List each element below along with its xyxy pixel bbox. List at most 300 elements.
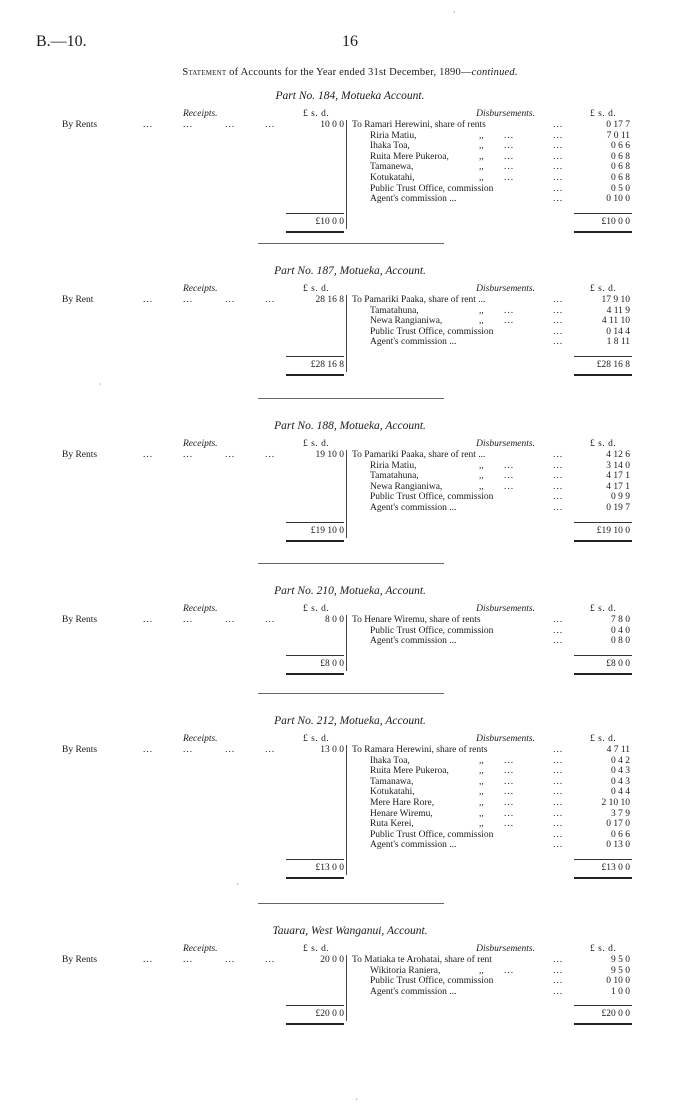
leader-dots: ... (504, 808, 515, 819)
disbursements-label: Disbursements. (476, 944, 535, 954)
leader-dots: ... (504, 776, 515, 787)
section-separator (258, 563, 444, 564)
receipt-label: By Rents (62, 120, 98, 130)
disbursement-amount: 3 7 9 (611, 808, 630, 819)
disbursement-item (352, 184, 532, 195)
leader-dots: ... (143, 120, 154, 130)
disbursement-amount: 0 4 3 (611, 766, 630, 777)
receipt-amount: 28 16 8 (315, 295, 344, 305)
receipt-label: By Rents (62, 615, 98, 625)
section-separator (258, 243, 444, 244)
disbursements-label: Disbursements. (476, 604, 535, 614)
disbursement-amount: 0 10 0 (606, 976, 630, 987)
disbursement-item (352, 482, 532, 493)
disbursement-amount: 4 17 1 (606, 471, 630, 482)
receipts-total: £20 0 0 (315, 1009, 344, 1020)
disbursement-list (352, 615, 532, 647)
leader-dots: ... (504, 162, 515, 173)
section-separator (258, 903, 444, 904)
disbursement-amounts (574, 615, 630, 647)
total-double-rule (286, 673, 344, 675)
leader-dots: ... (504, 471, 515, 482)
receipts-label: Receipts. (183, 604, 218, 614)
disbursement-text: Agent's commission ... (370, 636, 457, 647)
disbursement-text: To Pamariki Paaka, share of rent ... (352, 450, 486, 460)
disbursement-text: To Ramara Herewini, share of rents (352, 745, 488, 755)
disbursement-item (352, 492, 532, 503)
disbursement-item (352, 120, 532, 131)
leader-dots: ... (143, 450, 154, 460)
total-double-rule (286, 1023, 344, 1025)
disbursement-item (352, 830, 532, 841)
leader-dots: ... (225, 295, 236, 305)
disbursement-item (352, 327, 532, 338)
leader-dots: ... (553, 172, 564, 183)
column-divider (346, 615, 347, 671)
leader-dots: ... (143, 295, 154, 305)
disbursement-text: Newa Rangianiwa, (370, 481, 443, 492)
disbursement-item (352, 809, 532, 820)
disbursement-text: Ruita Mere Pukeroa, (370, 766, 449, 777)
disbursement-amount: 0 17 7 (606, 120, 630, 130)
scan-mark: · (453, 8, 456, 17)
disbursements-total: £10 0 0 (601, 216, 630, 227)
leader-dots: ... (265, 615, 276, 625)
disbursement-item (352, 766, 532, 777)
account-title: Part No. 210, Motueka, Account. (274, 585, 426, 597)
disbursement-text: Ihaka Toa, (370, 141, 410, 152)
disbursement-amount: 4 11 10 (601, 316, 630, 327)
leader-dots-column (553, 295, 563, 348)
total-double-rule (574, 877, 632, 879)
ditto-mark: ,, (479, 305, 484, 316)
receipt-label: By Rent (62, 295, 94, 305)
money-header: £ s. d. (303, 284, 330, 294)
leader-dots-column (553, 615, 563, 647)
scan-mark: · (355, 1095, 358, 1104)
disbursement-list (352, 955, 532, 997)
leader-dots-column (553, 745, 563, 851)
leader-dots: ... (183, 745, 194, 755)
disbursement-amount: 4 7 11 (606, 745, 630, 755)
disbursement-amount: 1 0 0 (611, 986, 630, 997)
disbursement-amounts (574, 120, 630, 205)
disbursement-amount: 0 8 0 (611, 636, 630, 647)
money-header: £ s. d. (303, 734, 330, 744)
scan-mark: · (236, 880, 239, 889)
money-header: £ s. d. (303, 109, 330, 119)
disbursement-text: Public Trust Office, commission (370, 976, 494, 987)
leader-dots: ... (504, 151, 515, 162)
disbursement-amount: 0 13 0 (606, 840, 630, 851)
disbursements-total: £8 0 0 (606, 658, 630, 669)
leader-dots: ... (553, 808, 564, 819)
leader-dots: ... (225, 615, 236, 625)
ditto-mark: ,, (479, 471, 484, 482)
disbursement-amount: 0 6 8 (611, 162, 630, 173)
ditto-mark: ,, (479, 130, 484, 141)
leader-dots: ... (143, 955, 154, 965)
total-double-rule (574, 540, 632, 542)
money-header: £ s. d. (303, 944, 330, 954)
leader-dots: ... (504, 172, 515, 183)
disbursement-amount: 4 17 1 (606, 481, 630, 492)
disbursements-total: £28 16 8 (596, 360, 630, 370)
disbursement-item (352, 152, 532, 163)
ditto-mark: ,, (479, 766, 484, 777)
disbursement-item (352, 987, 532, 998)
disbursement-amount: 2 10 10 (601, 797, 630, 808)
leader-dots: ... (553, 130, 564, 141)
leader-dots: ... (504, 130, 515, 141)
leader-dots: ... (265, 745, 276, 755)
leader-dots: ... (225, 450, 236, 460)
account-title: Part No. 184, Motueka Account. (275, 90, 425, 102)
ditto-mark: ,, (479, 755, 484, 766)
leader-dots: ... (553, 295, 564, 305)
leader-dots: ... (553, 755, 564, 766)
receipt-amount: 13 0 0 (320, 745, 344, 755)
disbursement-amount: 0 19 7 (606, 502, 630, 513)
column-divider (346, 120, 347, 229)
disbursement-text: Public Trust Office, commission (370, 829, 494, 840)
leader-dots: ... (553, 471, 564, 482)
disbursement-amount: 0 9 9 (611, 492, 630, 503)
leader-dots: ... (553, 450, 564, 460)
disbursement-text: Tamatahuna, (370, 471, 419, 482)
account-title: Part No. 188, Motueka, Account. (274, 420, 426, 432)
leader-dots: ... (183, 120, 194, 130)
disbursement-item (352, 337, 532, 348)
disbursement-item (352, 194, 532, 205)
disbursement-amount: 0 17 0 (606, 819, 630, 830)
document-reference: B.—10. (36, 33, 87, 50)
leader-dots: ... (504, 819, 515, 830)
leader-dots: ... (183, 955, 194, 965)
disbursement-list (352, 450, 532, 514)
leader-dots: ... (504, 481, 515, 492)
disbursement-text: Kotukatahi, (370, 787, 415, 798)
disbursement-text: Riria Matiu, (370, 460, 417, 471)
money-header: £ s. d. (590, 944, 617, 954)
leader-dots: ... (553, 976, 564, 987)
sum-rule (574, 522, 632, 523)
total-double-rule (574, 1023, 632, 1025)
disbursement-text: Wikitoria Raniera, (370, 965, 441, 976)
money-header: £ s. d. (590, 284, 617, 294)
money-header: £ s. d. (590, 604, 617, 614)
disbursement-item (352, 316, 532, 327)
disbursement-amount: 7 8 0 (611, 615, 630, 625)
leader-dots: ... (504, 316, 515, 327)
disbursement-item (352, 503, 532, 514)
receipts-label: Receipts. (183, 944, 218, 954)
disbursement-amount: 0 4 4 (611, 787, 630, 798)
receipt-label: By Rents (62, 450, 98, 460)
total-double-rule (574, 673, 632, 675)
leader-dots: ... (553, 819, 564, 830)
ditto-mark: ,, (479, 787, 484, 798)
leader-dots-column (553, 120, 563, 205)
disbursement-amounts (574, 450, 630, 514)
account-title: Part No. 187, Motueka, Account. (274, 265, 426, 277)
disbursement-text: To Henare Wiremu, share of rents (352, 615, 481, 625)
leader-dots: ... (183, 615, 194, 625)
disbursements-label: Disbursements. (476, 734, 535, 744)
disbursement-amount: 4 11 9 (606, 305, 630, 316)
sum-rule (574, 655, 632, 656)
leader-dots: ... (553, 745, 564, 755)
disbursement-item (352, 450, 532, 461)
leader-dots: ... (553, 326, 564, 337)
leader-dots-column (553, 955, 563, 997)
leader-dots: ... (553, 481, 564, 492)
disbursement-amount: 0 6 6 (611, 829, 630, 840)
disbursements-label: Disbursements. (476, 284, 535, 294)
column-divider (346, 955, 347, 1021)
ditto-mark: ,, (479, 808, 484, 819)
disbursement-text: Agent's commission ... (370, 502, 457, 513)
receipts-label: Receipts. (183, 109, 218, 119)
disbursement-item (352, 745, 532, 756)
receipt-amount: 8 0 0 (325, 615, 344, 625)
disbursement-amounts (574, 955, 630, 997)
leader-dots: ... (553, 337, 564, 348)
scan-mark: · (99, 380, 102, 389)
leader-dots: ... (553, 636, 564, 647)
ditto-mark: ,, (479, 162, 484, 173)
leader-dots: ... (504, 766, 515, 777)
leader-dots: ... (265, 295, 276, 305)
receipt-amount: 19 10 0 (315, 450, 344, 460)
leader-dots: ... (553, 615, 564, 625)
disbursement-text: Mere Hare Rore, (370, 797, 435, 808)
leader-dots: ... (553, 829, 564, 840)
sum-rule (286, 213, 344, 214)
total-double-rule (286, 877, 344, 879)
receipts-total: £10 0 0 (315, 216, 344, 227)
disbursements-label: Disbursements. (476, 439, 535, 449)
disbursement-text: To Ramari Herewini, share of rents (352, 120, 486, 130)
disbursements-total: £20 0 0 (601, 1009, 630, 1020)
disbursement-item (352, 840, 532, 851)
leader-dots: ... (225, 745, 236, 755)
disbursement-amount: 3 14 0 (606, 460, 630, 471)
leader-dots: ... (553, 797, 564, 808)
disbursement-text: Tamanewa, (370, 162, 414, 173)
leader-dots: ... (504, 305, 515, 316)
leader-dots: ... (265, 120, 276, 130)
ditto-mark: ,, (479, 151, 484, 162)
leader-dots: ... (183, 450, 194, 460)
leader-dots: ... (143, 745, 154, 755)
disbursement-text: Newa Rangianiwa, (370, 316, 443, 327)
disbursement-amount: 0 5 0 (611, 183, 630, 194)
money-header: £ s. d. (303, 604, 330, 614)
ditto-mark: ,, (479, 965, 484, 976)
sum-rule (286, 522, 344, 523)
disbursement-text: Public Trust Office, commission (370, 492, 494, 503)
leader-dots: ... (553, 625, 564, 636)
disbursement-item (352, 295, 532, 306)
section-separator (258, 398, 444, 399)
disbursement-amounts (574, 295, 630, 348)
disbursement-amount: 0 4 3 (611, 776, 630, 787)
leader-dots: ... (553, 316, 564, 327)
leader-dots: ... (553, 194, 564, 205)
sum-rule (286, 859, 344, 860)
leader-dots: ... (504, 965, 515, 976)
receipts-label: Receipts. (183, 439, 218, 449)
money-header: £ s. d. (303, 439, 330, 449)
column-divider (346, 295, 347, 372)
disbursement-item (352, 756, 532, 767)
disbursement-item (352, 306, 532, 317)
disbursement-amount: 1 8 11 (606, 337, 630, 348)
sum-rule (286, 1005, 344, 1006)
leader-dots: ... (553, 840, 564, 851)
disbursement-amount: 4 12 6 (606, 450, 630, 460)
leader-dots: ... (504, 797, 515, 808)
receipt-amount: 20 0 0 (320, 955, 344, 965)
disbursement-text: Public Trust Office, commission (370, 625, 494, 636)
receipts-total: £13 0 0 (315, 863, 344, 873)
disbursements-total: £19 10 0 (596, 525, 630, 536)
disbursement-item (352, 461, 532, 472)
ditto-mark: ,, (479, 172, 484, 183)
leader-dots: ... (553, 141, 564, 152)
ditto-mark: ,, (479, 141, 484, 152)
disbursement-text: Henare Wiremu, (370, 808, 433, 819)
total-double-rule (286, 231, 344, 233)
disbursement-item (352, 819, 532, 830)
disbursement-item (352, 471, 532, 482)
leader-dots: ... (504, 787, 515, 798)
ditto-mark: ,, (479, 819, 484, 830)
leader-dots-column (553, 450, 563, 514)
leader-dots: ... (553, 162, 564, 173)
disbursement-item (352, 626, 532, 637)
leader-dots: ... (553, 787, 564, 798)
disbursements-label: Disbursements. (476, 109, 535, 119)
leader-dots: ... (183, 295, 194, 305)
column-divider (346, 745, 347, 875)
leader-dots: ... (504, 460, 515, 471)
disbursement-item (352, 798, 532, 809)
leader-dots: ... (553, 151, 564, 162)
leader-dots: ... (225, 120, 236, 130)
leader-dots: ... (265, 450, 276, 460)
leader-dots: ... (553, 955, 564, 965)
receipts-total: £8 0 0 (320, 658, 344, 669)
sum-rule (574, 1005, 632, 1006)
disbursement-list (352, 745, 532, 851)
disbursement-list (352, 295, 532, 348)
receipt-amount: 10 0 0 (320, 120, 344, 130)
disbursement-text: Agent's commission ... (370, 194, 457, 205)
ditto-mark: ,, (479, 316, 484, 327)
leader-dots: ... (265, 955, 276, 965)
disbursement-text: To Pamariki Paaka, share of rent ... (352, 295, 486, 305)
receipts-label: Receipts. (183, 284, 218, 294)
leader-dots: ... (504, 141, 515, 152)
disbursement-amount: 7 0 11 (606, 130, 630, 141)
disbursement-amount: 9 5 0 (611, 955, 630, 965)
disbursement-amount: 0 6 8 (611, 151, 630, 162)
sum-rule (574, 213, 632, 214)
disbursement-text: Ruita Mere Pukeroa, (370, 151, 449, 162)
disbursement-item (352, 131, 532, 142)
leader-dots: ... (553, 502, 564, 513)
disbursement-text: Agent's commission ... (370, 986, 457, 997)
page-header (0, 33, 700, 55)
disbursement-text: Agent's commission ... (370, 337, 457, 348)
leader-dots: ... (553, 460, 564, 471)
ditto-mark: ,, (479, 776, 484, 787)
money-header: £ s. d. (590, 439, 617, 449)
disbursement-item (352, 162, 532, 173)
page-number: 16 (342, 33, 358, 50)
ditto-mark: ,, (479, 797, 484, 808)
disbursement-text: Tamatahuna, (370, 305, 419, 316)
disbursement-text: Agent's commission ... (370, 840, 457, 851)
sum-rule (574, 859, 632, 860)
receipts-total: £19 10 0 (310, 525, 344, 536)
disbursements-total: £13 0 0 (601, 863, 630, 873)
disbursement-item (352, 787, 532, 798)
disbursement-amount: 17 9 10 (601, 295, 630, 305)
leader-dots: ... (553, 965, 564, 976)
disbursement-item (352, 955, 532, 966)
sum-rule (574, 356, 632, 357)
leader-dots: ... (553, 776, 564, 787)
sum-rule (286, 356, 344, 357)
leader-dots: ... (225, 955, 236, 965)
statement-title: Statement of Accounts for the Year ended 31st December, 1890—continued. (182, 67, 518, 78)
disbursement-amount: 0 4 2 (611, 755, 630, 766)
leader-dots: ... (553, 986, 564, 997)
disbursement-amount: 0 14 4 (606, 326, 630, 337)
disbursement-item (352, 636, 532, 647)
total-double-rule (286, 540, 344, 542)
leader-dots: ... (143, 615, 154, 625)
disbursement-item (352, 141, 532, 152)
section-separator (258, 693, 444, 694)
receipt-label: By Rents (62, 955, 98, 965)
sum-rule (286, 655, 344, 656)
disbursement-amount: 9 5 0 (611, 965, 630, 976)
disbursement-item (352, 777, 532, 788)
leader-dots: ... (553, 492, 564, 503)
disbursement-amount: 0 10 0 (606, 194, 630, 205)
disbursement-item (352, 966, 532, 977)
disbursement-text: Public Trust Office, commission (370, 183, 494, 194)
leader-dots: ... (504, 755, 515, 766)
receipts-total: £28 16 8 (310, 360, 344, 370)
leader-dots: ... (553, 305, 564, 316)
disbursement-amount: 0 6 8 (611, 172, 630, 183)
ditto-mark: ,, (479, 460, 484, 471)
disbursement-item (352, 173, 532, 184)
total-double-rule (286, 374, 344, 376)
column-divider (346, 450, 347, 538)
total-double-rule (574, 374, 632, 376)
ditto-mark: ,, (479, 481, 484, 492)
disbursement-item (352, 615, 532, 626)
disbursement-amounts (574, 745, 630, 851)
disbursement-text: Kotukatahi, (370, 172, 415, 183)
receipt-label: By Rents (62, 745, 98, 755)
